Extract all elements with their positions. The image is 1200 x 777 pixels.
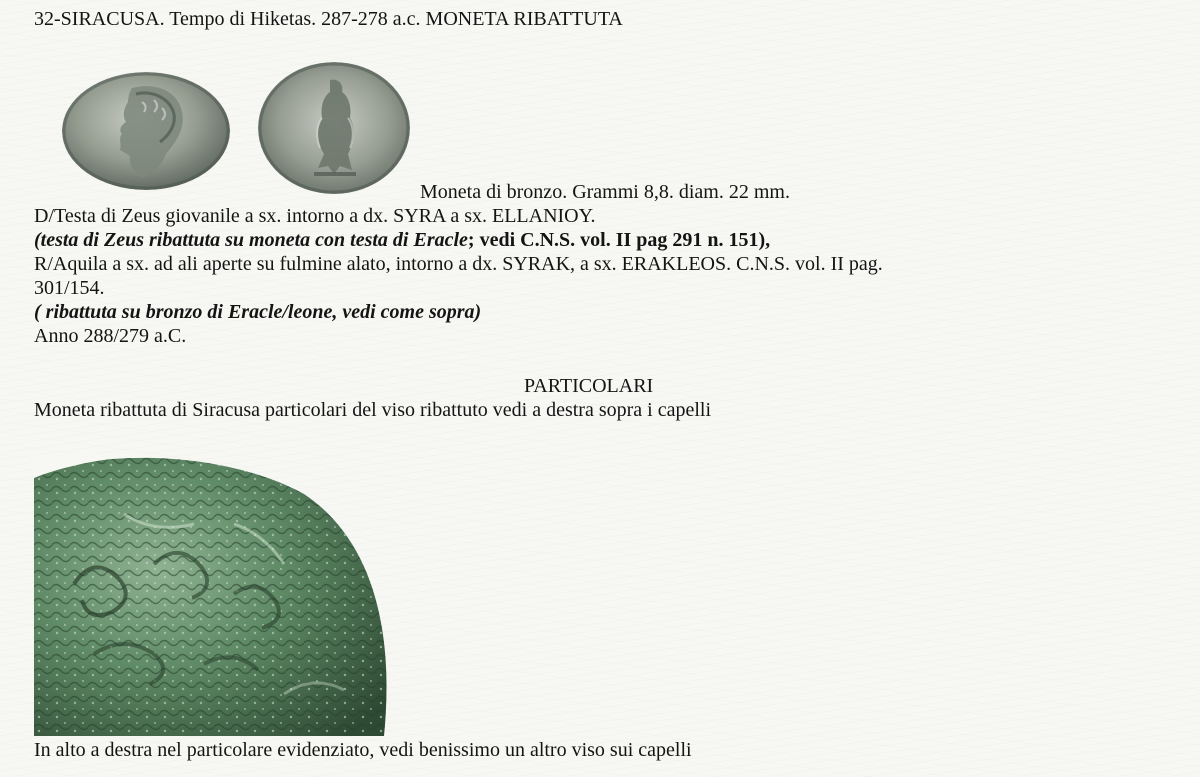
reverse-coin-drawing [258,62,410,194]
obverse-note-bold: ; vedi C.N.S. vol. II pag 291 n. 151), [467,229,771,251]
reverse-description-cont: 301/154. [34,277,105,299]
obverse-description: D/Testa di Zeus giovanile a sx. intorno a dx. SYRA a sx. ELLANIOY. [34,205,596,227]
obverse-note-italic: (testa di Zeus ribattuta su moneta con testa di Eracle [34,229,468,251]
obverse-note [34,229,770,251]
reverse-note: ( ribattuta su bronzo di Eracle/leone, vedi come sopra) [34,301,482,323]
reverse-description: R/Aquila a sx. ad ali aperte su fulmine alato, intorno a dx. SYRAK, a sx. ERAKLEOS. C.N.S. vol. II pag. [34,253,883,275]
details-footer: In alto a destra nel particolare evidenziato, vedi benissimo un altro viso sui capelli [34,739,692,761]
details-intro: Moneta ribattuta di Siracusa particolari del viso ribattuto vedi a destra sopra i capelli [34,399,712,421]
year-line: Anno 288/279 a.C. [34,325,187,347]
detail-zoom-drawing [34,454,389,736]
obverse-coin-image [62,72,230,190]
detail-zoom-image [34,454,389,736]
section-heading: PARTICOLARI [524,375,654,397]
obverse-coin-drawing [62,72,230,190]
document-title: 32-SIRACUSA. Tempo di Hiketas. 287-278 a.c. MONETA RIBATTUTA [34,8,623,30]
coin-caption: Moneta di bronzo. Grammi 8,8. diam. 22 mm. [420,181,790,203]
reverse-coin-image [258,62,410,194]
